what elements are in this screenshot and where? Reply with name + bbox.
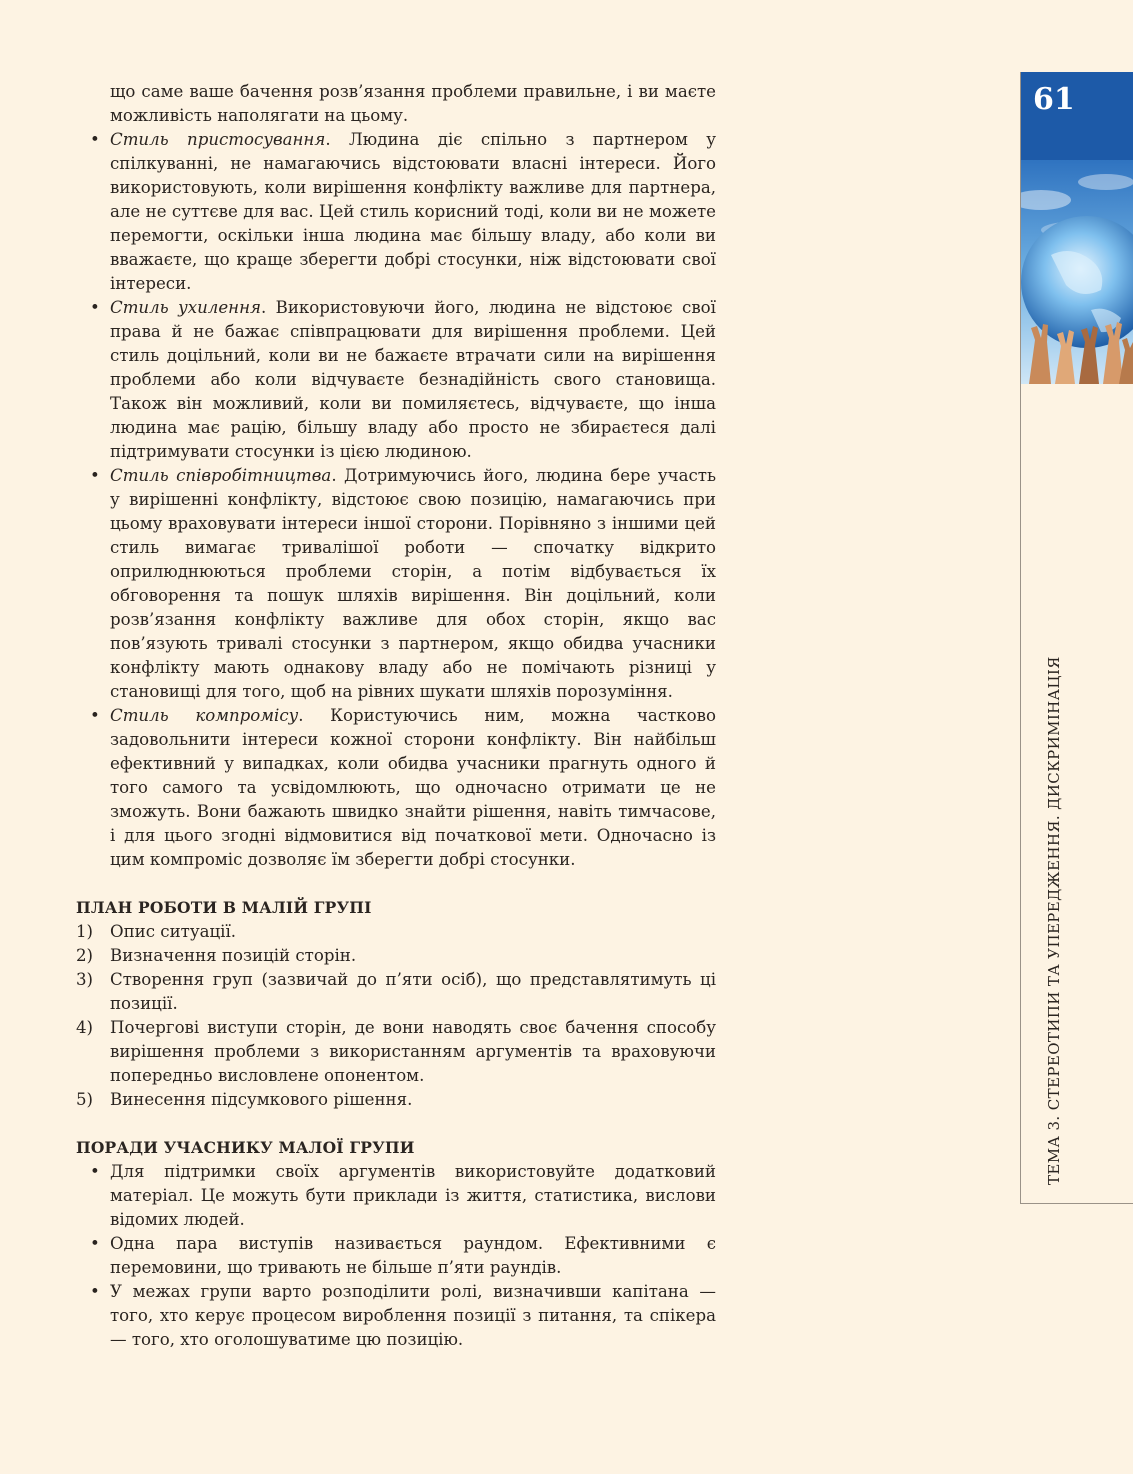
item-number: 5) bbox=[76, 1090, 94, 1109]
list-item bbox=[76, 296, 716, 464]
style-text: . Людина діє спільно з партнером у спілкуванні, не намагаючись відстоювати власні інтереси. Його використовують, коли вирішення конфлікту важливе для партнера, але не суттєве для вас. Цей стиль корисний тоді, коли ви не можете перемогти, оскільки інша людина має більшу владу, або коли ви вважаєте, що краще зберегти добрі стосунки, ніж відстоювати свої інтереси. bbox=[110, 130, 716, 293]
style-term: Стиль ухилення bbox=[110, 298, 261, 317]
item-text: Створення груп (зазвичай до п’яти осіб), що представлятимуть ці позиції. bbox=[110, 970, 716, 1013]
list-item bbox=[76, 464, 716, 704]
style-term: Стиль пристосування bbox=[110, 130, 326, 149]
style-term: Стиль компромісу bbox=[110, 706, 299, 725]
item-text: Винесення підсумкового рішення. bbox=[110, 1090, 413, 1109]
chapter-sidebar bbox=[1020, 72, 1133, 1204]
item-text: Визначення позицій сторін. bbox=[110, 946, 357, 965]
plan-list bbox=[76, 920, 716, 1112]
list-item: • У межах групи варто розподілити ролі, визначивши капітана — того, хто керує процесом вироблення позиції з питання, та спікера — того, хто оголошуватиме цю позицію. bbox=[76, 1280, 716, 1352]
globe-hands-illustration bbox=[1021, 160, 1133, 384]
list-item bbox=[76, 1016, 716, 1088]
page-number: 61 bbox=[1033, 82, 1075, 117]
item-number: 3) bbox=[76, 970, 94, 989]
list-item bbox=[76, 920, 716, 944]
item-text: Почергові виступи сторін, де вони наводять своє бачення способу вирішення проблеми з використанням аргументів та враховуючи попередньо висловлене опонентом. bbox=[110, 1018, 716, 1085]
sidebar-bottom-rule bbox=[1020, 1203, 1133, 1204]
list-item: • Для підтримки своїх аргументів використовуйте додатковий матеріал. Це можуть бути приклади із життя, статистика, вислови відомих людей. bbox=[76, 1160, 716, 1232]
item-number: 4) bbox=[76, 1018, 94, 1037]
list-item bbox=[76, 1088, 716, 1112]
list-item bbox=[76, 704, 716, 872]
item-text: Опис ситуації. bbox=[110, 922, 237, 941]
main-text bbox=[76, 80, 716, 1352]
list-item bbox=[76, 128, 716, 296]
globe-hands-image bbox=[1021, 160, 1133, 384]
item-number: 1) bbox=[76, 922, 94, 941]
tips-list bbox=[76, 1160, 716, 1352]
styles-list bbox=[76, 128, 716, 872]
plan-heading: ПЛАН РОБОТИ В МАЛІЙ ГРУПІ bbox=[76, 898, 372, 917]
chapter-title-vertical: ТЕМА 3. СТЕРЕОТИПИ ТА УПЕРЕДЖЕННЯ. ДИСКРИМІНАЦІЯ bbox=[1045, 656, 1063, 1185]
intro-continuation: що саме ваше бачення розв’язання проблеми правильне, і ви маєте можливість наполягати на цьому. bbox=[110, 82, 716, 125]
page-number-box bbox=[1021, 72, 1133, 160]
style-term: Стиль співробітництва bbox=[110, 466, 332, 485]
list-item bbox=[76, 944, 716, 968]
style-text: . Користуючись ним, можна частково задовольнити інтереси кожної сторони конфлікту. Він найбільш ефективний у випадках, коли обидва учасники прагнуть одного й того самого та усвідомлюють, що одночасно отримати це не зможуть. Вони бажають швидко знайти рішення, навіть тимчасове, і для цього згодні відмовитися від початкової мети. Одночасно із цим компроміс дозволяє їм зберегти добрі стосунки. bbox=[110, 706, 716, 869]
style-text: . Дотримуючись його, людина бере участь у вирішенні конфлікту, відстоює свою позицію, намагаючись при цьому враховувати інтереси іншої сторони. Порівняно з іншими цей стиль вимагає тривалішої роботи — спочатку відкрито оприлюднюються проблеми сторін, а потім відбувається їх обговорення та пошук шляхів вирішення. Він доцільний, коли розв’язання конфлікту важливе для обох сторін, якщо вас пов’язують тривалі стосунки з партнером, якщо обидва учасники конфлікту мають однакову владу або не помічають різниці у становищі для того, щоб на рівних шукати шляхів порозуміння. bbox=[110, 466, 716, 701]
style-text: . Використовуючи його, людина не відстоює свої права й не бажає співпрацювати для вирішення проблеми. Цей стиль доцільний, коли ви не бажаєте втрачати сили на вирішення проблеми або коли відчуваєте безнадійність свого становища. Також він можливий, коли ви помиляєтесь, відчуваєте, що інша людина має рацію, більшу владу або просто не збираєтеся далі підтримувати стосунки із цією людиною. bbox=[110, 298, 716, 461]
list-item bbox=[76, 968, 716, 1016]
item-number: 2) bbox=[76, 946, 94, 965]
list-item: • Одна пара виступів називається раундом. Ефективними є перемовини, що тривають не більше п’яти раундів. bbox=[76, 1232, 716, 1280]
tips-heading: ПОРАДИ УЧАСНИКУ МАЛОЇ ГРУПИ bbox=[76, 1138, 415, 1157]
